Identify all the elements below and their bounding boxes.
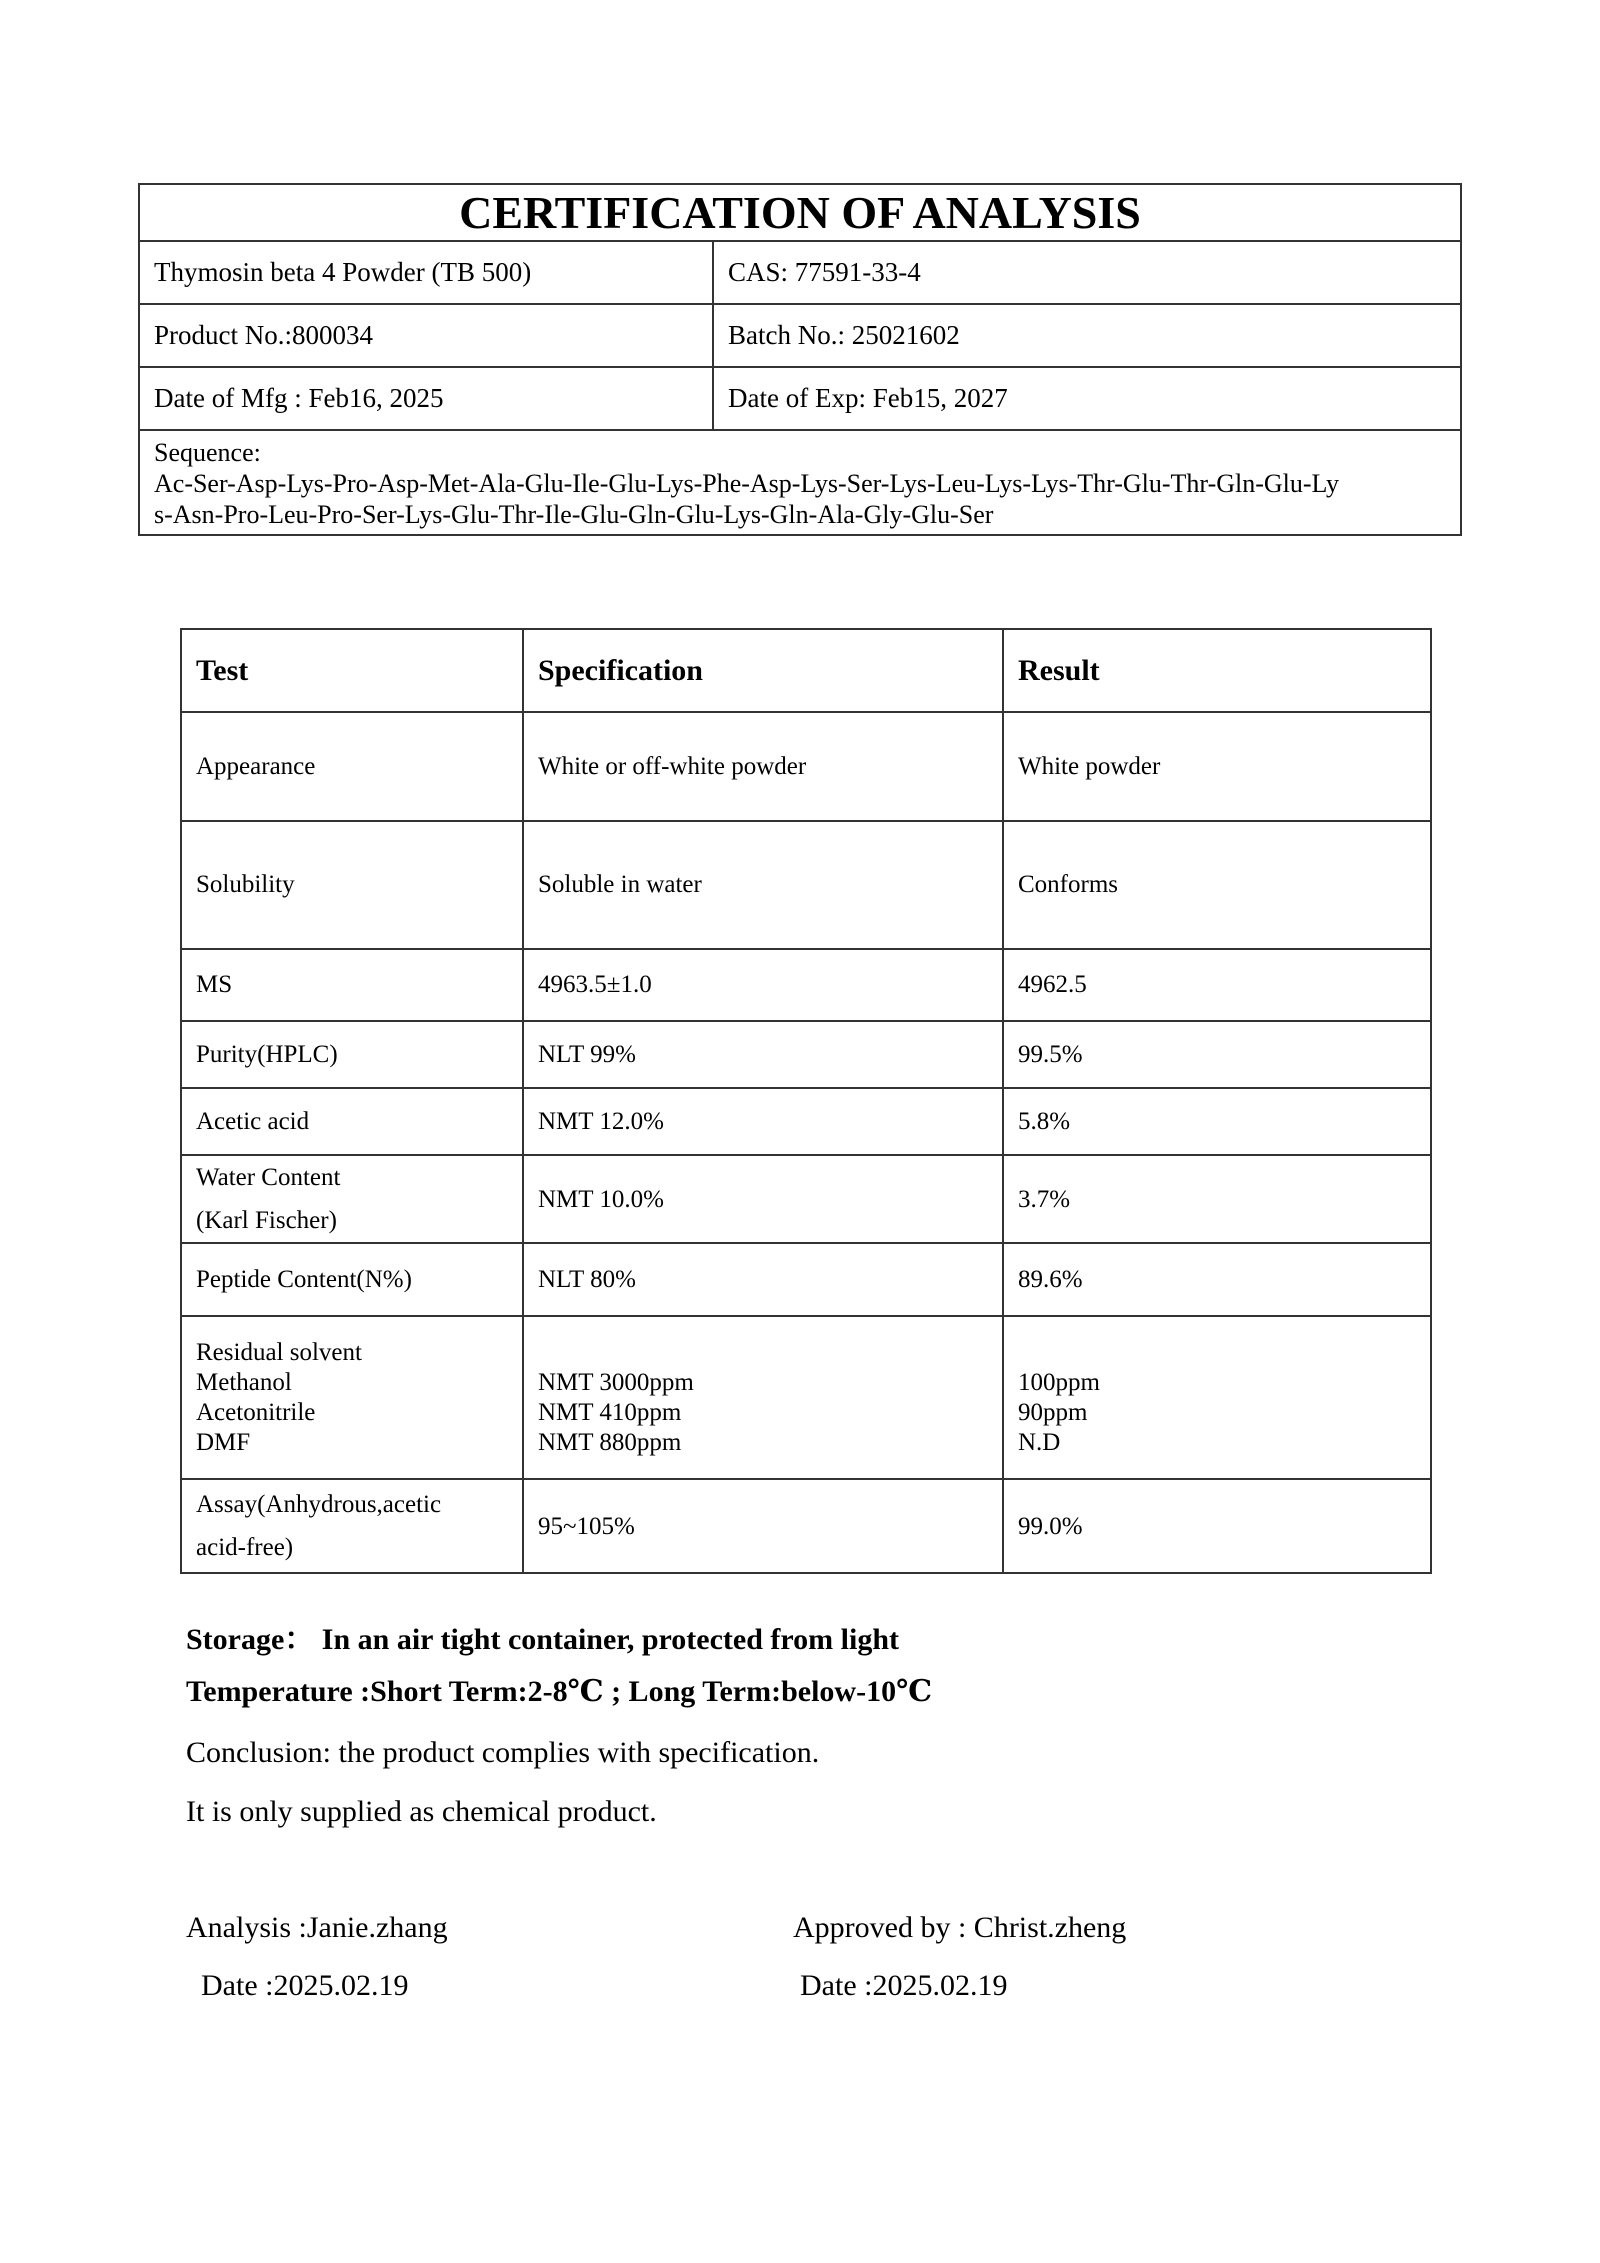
sequence-line-1: Ac-Ser-Asp-Lys-Pro-Asp-Met-Ala-Glu-Ile-Glu-Lys-Phe-Asp-Lys-Ser-Lys-Leu-Lys-Lys-Thr-Glu-Thr-Gln-Glu-Ly [154,469,1339,498]
document-title: CERTIFICATION OF ANALYSIS [459,187,1141,238]
manufacture-date: Date of Mfg : Feb16, 2025 [140,368,714,429]
column-header-specification: Specification [523,629,1003,712]
header-row-product [140,240,1460,303]
result-cell [1003,949,1431,1021]
specification-line: NMT 410ppm [538,1398,682,1426]
test-name-cell [181,712,523,821]
table-row [181,821,1431,949]
specification-cell [523,1316,1003,1479]
specification-cell [523,1155,1003,1243]
result-line: N.D [1018,1428,1061,1456]
result-line: 89.6% [1018,1265,1083,1293]
test-name-line: Solubility [196,871,295,898]
specification-cell [523,1243,1003,1316]
test-name-line: Purity(HPLC) [196,1040,338,1068]
table-row [181,1155,1431,1243]
result-line: 5.8% [1018,1107,1071,1135]
test-name-line: Acetic acid [196,1107,310,1135]
specification-line: 95~105% [538,1512,635,1540]
storage-note: Storage： In an air tight container, protected from light [186,1623,900,1656]
test-name-cell [181,1021,523,1088]
specification-cell [523,821,1003,949]
certificate-header-table [138,183,1462,536]
specification-cell [523,949,1003,1021]
test-name-line: Residual solvent [196,1338,362,1366]
test-name-cell [181,1243,523,1316]
result-cell [1003,1155,1431,1243]
specification-line [538,1338,988,1368]
result-line: 99.5% [1018,1040,1083,1068]
test-name-line: Assay(Anhydrous,acetic [196,1491,442,1518]
test-name-line: acid-free) [196,1534,294,1561]
result-line: Conforms [1018,871,1118,898]
test-name-cell [181,1088,523,1155]
supply-note: It is only supplied as chemical product. [186,1795,657,1828]
result-line: 99.0% [1018,1512,1083,1540]
header-row-sequence [140,429,1460,534]
specification-line: 4963.5±1.0 [538,971,652,998]
specification-line: NLT 99% [538,1040,636,1068]
result-cell [1003,1088,1431,1155]
table-row [181,1088,1431,1155]
conclusion-note: Conclusion: the product complies with specification. [186,1736,820,1769]
test-name-line: MS [196,971,233,998]
sequence-line-2: s-Asn-Pro-Leu-Pro-Ser-Lys-Glu-Thr-Ile-Glu-Gln-Glu-Lys-Gln-Ala-Gly-Glu-Ser [154,500,994,529]
approver-signature: Approved by : Christ.zheng [793,1911,1127,1944]
result-cell [1003,1316,1431,1479]
specification-cell [523,712,1003,821]
header-row-dates [140,366,1460,429]
result-line: 3.7% [1018,1185,1071,1213]
product-name: Thymosin beta 4 Powder (TB 500) [140,242,714,303]
test-name-line: Methanol [196,1368,292,1396]
test-name-line: Acetonitrile [196,1398,316,1426]
result-cell [1003,1021,1431,1088]
test-name-cell [181,1316,523,1479]
table-row [181,712,1431,821]
test-name-cell [181,1479,523,1573]
test-results-table [180,628,1432,1574]
test-name-cell [181,821,523,949]
table-header-row [181,629,1431,712]
table-row [181,1021,1431,1088]
test-name-line: Peptide Content(N%) [196,1265,412,1293]
result-cell [1003,821,1431,949]
specification-line: White or off-white powder [538,752,807,780]
table-row [181,1316,1431,1479]
result-line: 4962.5 [1018,971,1087,998]
approver-date: Date :2025.02.19 [800,1969,1008,2002]
result-cell [1003,1243,1431,1316]
header-row-numbers [140,303,1460,366]
column-header-test: Test [181,629,523,712]
specification-cell [523,1021,1003,1088]
table-row [181,949,1431,1021]
test-name-line: Appearance [196,752,316,780]
test-name-line: (Karl Fischer) [196,1207,337,1234]
test-name-line: DMF [196,1428,251,1456]
result-line [1018,1338,1416,1368]
test-name-cell [181,1155,523,1243]
analyst-signature: Analysis :Janie.zhang [186,1911,448,1944]
sequence-label: Sequence: [154,438,261,467]
table-row [181,1243,1431,1316]
table-row [181,1479,1431,1573]
table-body [181,712,1431,1573]
result-cell [1003,712,1431,821]
test-name-cell [181,949,523,1021]
temperature-note: Temperature :Short Term:2-8℃ ; Long Term:below-10℃ [186,1675,933,1708]
product-number: Product No.:800034 [140,305,714,366]
analyst-date: Date :2025.02.19 [201,1969,409,2002]
specification-cell [523,1479,1003,1573]
result-line: White powder [1018,752,1161,780]
specification-line: NMT 3000ppm [538,1368,694,1396]
specification-line: Soluble in water [538,871,702,898]
specification-line: NMT 10.0% [538,1185,664,1213]
expiry-date: Date of Exp: Feb15, 2027 [728,383,1008,413]
column-header-result: Result [1003,629,1431,712]
result-line: 90ppm [1018,1398,1088,1426]
specification-cell [523,1088,1003,1155]
specification-line: NLT 80% [538,1265,636,1293]
specification-line: NMT 880ppm [538,1428,682,1456]
specification-line: NMT 12.0% [538,1107,664,1135]
result-line: 100ppm [1018,1368,1100,1396]
test-name-line: Water Content [196,1164,341,1191]
batch-number: Batch No.: 25021602 [728,320,960,350]
sequence-cell [140,431,1353,534]
result-cell [1003,1479,1431,1573]
cas-number: CAS: 77591-33-4 [728,257,921,287]
